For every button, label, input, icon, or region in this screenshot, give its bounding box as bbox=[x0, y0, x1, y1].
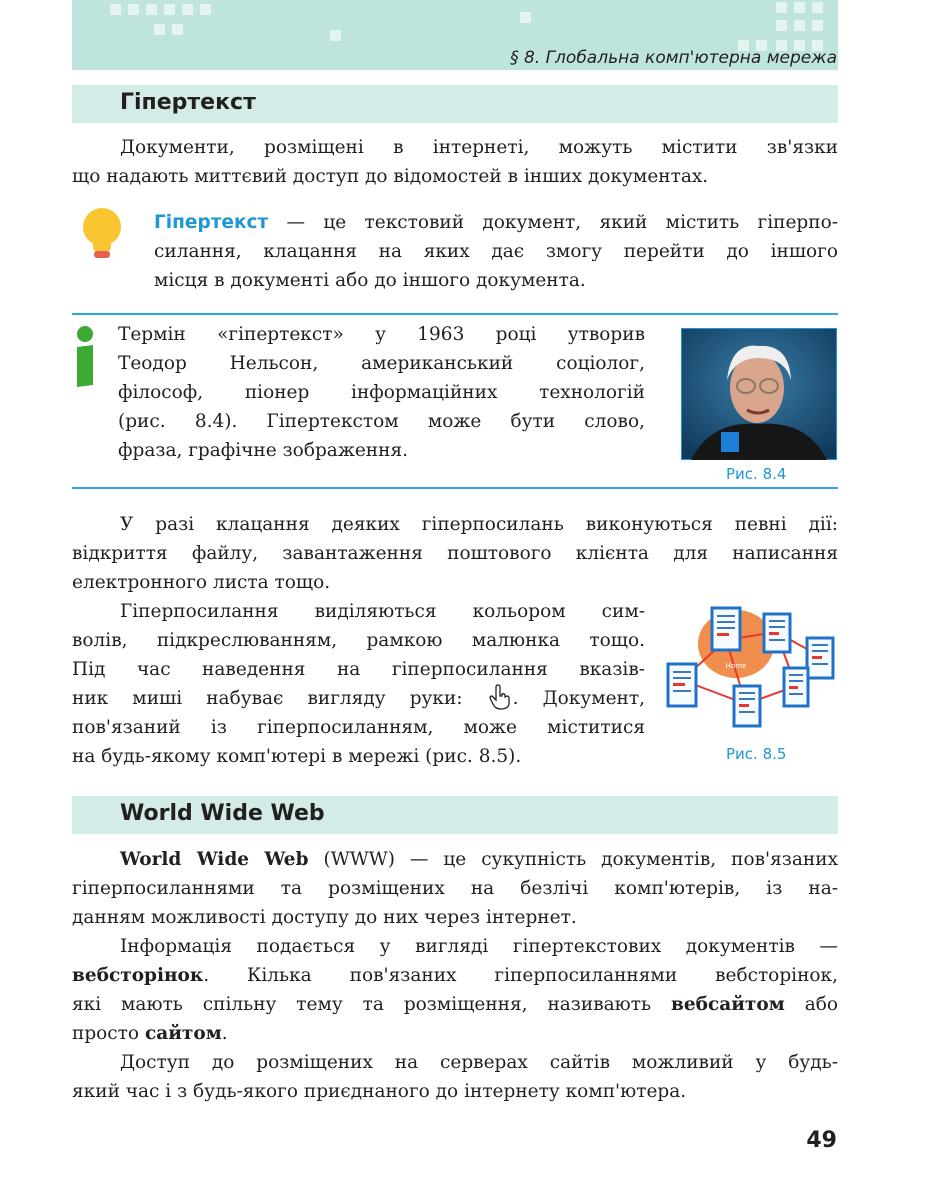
text-span: . Документ, bbox=[512, 688, 645, 709]
text-line: який час і з будь-якого приєднаного до інтернету комп'ютера. bbox=[72, 1081, 687, 1102]
text-span: (WWW) — це сукупність документів, пов'язаних bbox=[308, 849, 839, 870]
text-line: силання, клацання на яких дає змогу перейти до іншого bbox=[154, 241, 838, 262]
document-node bbox=[734, 686, 760, 726]
text-line: Під час наведення на гіперпосилання вказів- bbox=[72, 659, 645, 680]
section-title-www: World Wide Web bbox=[120, 801, 325, 826]
figure-caption: Рис. 8.5 bbox=[726, 745, 787, 763]
text-line: Інформація подається у вигляді гіпертекстових документів — bbox=[120, 936, 838, 957]
info-icon bbox=[74, 325, 96, 389]
running-header: § 8. Глобальна комп'ютерна мережа bbox=[510, 48, 837, 68]
decor-square bbox=[776, 2, 787, 13]
text-line: Документи, розміщені в інтернеті, можуть містити зв'язки bbox=[120, 137, 838, 158]
decor-square bbox=[794, 2, 805, 13]
text-line: данням можливості доступу до них через інтернет. bbox=[72, 907, 577, 928]
text-line: Теодор Нельсон, американський соціолог, bbox=[118, 353, 645, 374]
text-line: Доступ до розміщених на серверах сайтів можливий у будь- bbox=[120, 1052, 838, 1073]
text-span: — це текстовий документ, який містить гіперпо- bbox=[268, 212, 838, 233]
home-label: Home bbox=[725, 662, 747, 670]
text-line: відкриття файлу, завантаження поштового клієнта для написання bbox=[72, 543, 838, 564]
divider-bottom bbox=[72, 487, 838, 489]
text-line: електронного листа тощо. bbox=[72, 572, 331, 593]
text-span: . bbox=[221, 1023, 228, 1044]
page-number: 49 bbox=[806, 1128, 837, 1153]
text-span: . Кілька пов'язаних гіперпосиланнями вебсторінок, bbox=[203, 965, 838, 986]
divider-top bbox=[72, 313, 838, 315]
section-heading-bar bbox=[72, 796, 838, 834]
decor-square bbox=[154, 24, 165, 35]
lightbulb-icon bbox=[80, 205, 124, 263]
definition-block bbox=[154, 208, 838, 295]
text-span: просто bbox=[72, 1023, 145, 1044]
text-span: ник миші набуває вигляду руки: bbox=[72, 688, 463, 709]
text-line: фраза, графічне зображення. bbox=[118, 440, 409, 461]
section-title-hypertext: Гіпертекст bbox=[120, 90, 256, 115]
decor-square bbox=[128, 4, 139, 15]
document-node bbox=[712, 608, 740, 650]
bold-term: World Wide Web bbox=[120, 849, 309, 870]
text-line: волів, підкреслюванням, рамкою малюнка тощо. bbox=[72, 630, 645, 651]
document-node bbox=[668, 664, 696, 706]
decor-square bbox=[794, 20, 805, 31]
text-line: пов'язаний із гіперпосиланням, може міститися bbox=[72, 717, 645, 738]
decor-square bbox=[520, 12, 531, 23]
document-node bbox=[784, 668, 808, 706]
decor-square bbox=[200, 4, 211, 15]
decor-square bbox=[776, 20, 787, 31]
document-node bbox=[807, 638, 833, 678]
text-line: (рис. 8.4). Гіпертекстом може бути слово, bbox=[118, 411, 645, 432]
text-line: що надають миттєвий доступ до відомостей в інших документах. bbox=[72, 166, 709, 187]
section-heading-bar bbox=[72, 85, 838, 123]
intro-paragraph bbox=[72, 133, 838, 191]
text-span: які мають спільну тему та розміщення, називають bbox=[72, 994, 671, 1015]
decor-square bbox=[146, 4, 157, 15]
bold-term: вебсторінок bbox=[72, 965, 204, 986]
figure-caption: Рис. 8.4 bbox=[726, 465, 787, 483]
text-line: Гіперпосилання виділяються кольором сим- bbox=[120, 601, 645, 622]
portrait-photo bbox=[681, 328, 837, 460]
decor-square bbox=[172, 24, 183, 35]
decor-square bbox=[330, 30, 341, 41]
text-line: Термін «гіпертекст» у 1963 році утворив bbox=[118, 324, 645, 345]
info-paragraph bbox=[118, 320, 645, 465]
text-span: або bbox=[784, 994, 838, 1015]
document-node bbox=[764, 614, 790, 652]
actions-paragraph bbox=[72, 510, 838, 597]
network-diagram bbox=[664, 602, 838, 736]
decor-square bbox=[182, 4, 193, 15]
text-line: філософ, піонер інформаційних технологій bbox=[118, 382, 645, 403]
text-line: на будь-якому комп'ютері в мережі (рис. 8.5). bbox=[72, 746, 522, 767]
definition-term: Гіпертекст bbox=[154, 212, 269, 233]
text-line: місця в документі або до іншого документа. bbox=[154, 270, 586, 291]
decor-square bbox=[164, 4, 175, 15]
text-line: гіперпосиланнями та розміщених на безлічі комп'ютерів, із на- bbox=[72, 878, 838, 899]
hand-pointer-icon bbox=[487, 684, 513, 710]
decor-square bbox=[812, 2, 823, 13]
www-paragraph-3 bbox=[72, 1048, 838, 1106]
highlight-paragraph bbox=[72, 597, 645, 771]
bold-term: вебсайтом bbox=[670, 994, 785, 1015]
decor-square bbox=[812, 20, 823, 31]
text-line: У разі клацання деяких гіперпосилань виконуються певні дії: bbox=[120, 514, 838, 535]
decor-square bbox=[110, 4, 121, 15]
www-paragraph-1 bbox=[72, 845, 838, 932]
bold-term: сайтом bbox=[144, 1023, 222, 1044]
www-paragraph-2 bbox=[72, 932, 838, 1048]
